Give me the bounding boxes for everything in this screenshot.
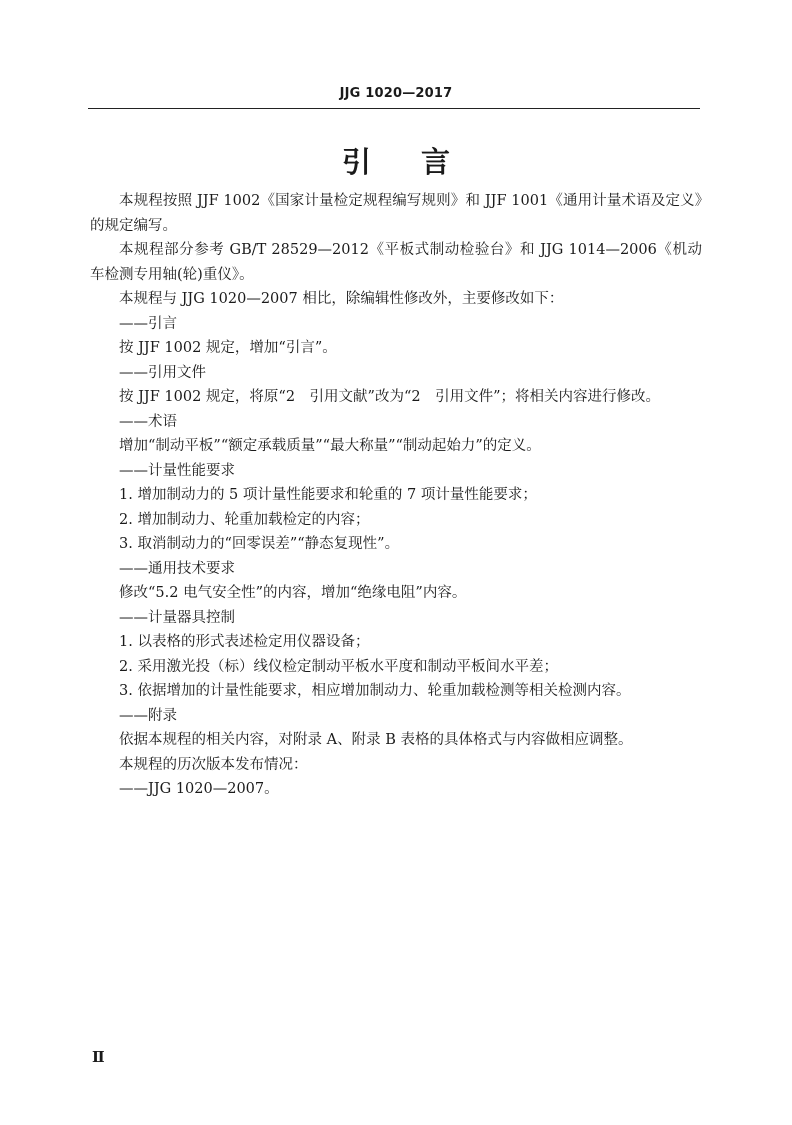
section-heading: ——术语 (119, 413, 177, 430)
body-text (90, 189, 702, 802)
list-item: 1. 以表格的形式表述检定用仪器设备； (119, 634, 370, 650)
list-item: 2. 采用激光投（标）线仪检定制动平板水平度和制动平板间水平差； (119, 658, 558, 675)
standard-code-header: JJG 1020—2017 (339, 86, 453, 101)
section-heading: ——通用技术要求 (119, 560, 235, 577)
paragraph: 修改“5.2 电气安全性”的内容，增加“绝缘电阻”内容。 (119, 585, 467, 601)
section-heading: ——引言 (119, 315, 177, 332)
list-item: 3. 依据增加的计量性能要求，相应增加制动力、轮重加载检测等相关检测内容。 (119, 683, 631, 699)
page-number: Ⅱ (92, 1048, 105, 1066)
section-heading: ——计量器具控制 (119, 609, 235, 626)
paragraph: 本规程的历次版本发布情况： (119, 756, 308, 773)
paragraph: 增加“制动平板”“额定承载质量”“最大称量”“制动起始力”的定义。 (119, 438, 541, 454)
section-heading: ——计量性能要求 (119, 462, 235, 479)
paragraph: 本规程部分参考 GB/T 28529—2012《平板式制动检验台》和 JJG 1014—2006《机动车检测专用轴(轮)重仪》。 (90, 242, 702, 283)
section-heading: ——附录 (119, 707, 177, 724)
paragraph: 依据本规程的相关内容，对附录 A、附录 B 表格的具体格式与内容做相应调整。 (119, 732, 633, 748)
paragraph: 按 JJF 1002 规定，将原“2 引用文献”改为“2 引用文件”；将相关内容进行修改。 (119, 389, 661, 405)
paragraph: 按 JJF 1002 规定，增加“引言”。 (119, 340, 337, 356)
list-item: 1. 增加制动力的 5 项计量性能要求和轮重的 7 项计量性能要求； (119, 487, 537, 503)
header-divider (88, 108, 700, 109)
list-item: 2. 增加制动力、轮重加载检定的内容； (119, 511, 370, 528)
list-item: 3. 取消制动力的“回零误差”“静态复现性”。 (119, 536, 400, 552)
paragraph: 本规程按照 JJF 1002《国家计量检定规程编写规则》和 JJF 1001《通用计量术语及定义》的规定编写。 (90, 193, 702, 234)
paragraph: ——JJG 1020—2007。 (119, 781, 279, 797)
paragraph: 本规程与 JJG 1020—2007 相比，除编辑性修改外，主要修改如下： (119, 291, 564, 307)
section-heading: ——引用文件 (119, 364, 206, 381)
page-title: 引言 (341, 145, 500, 179)
